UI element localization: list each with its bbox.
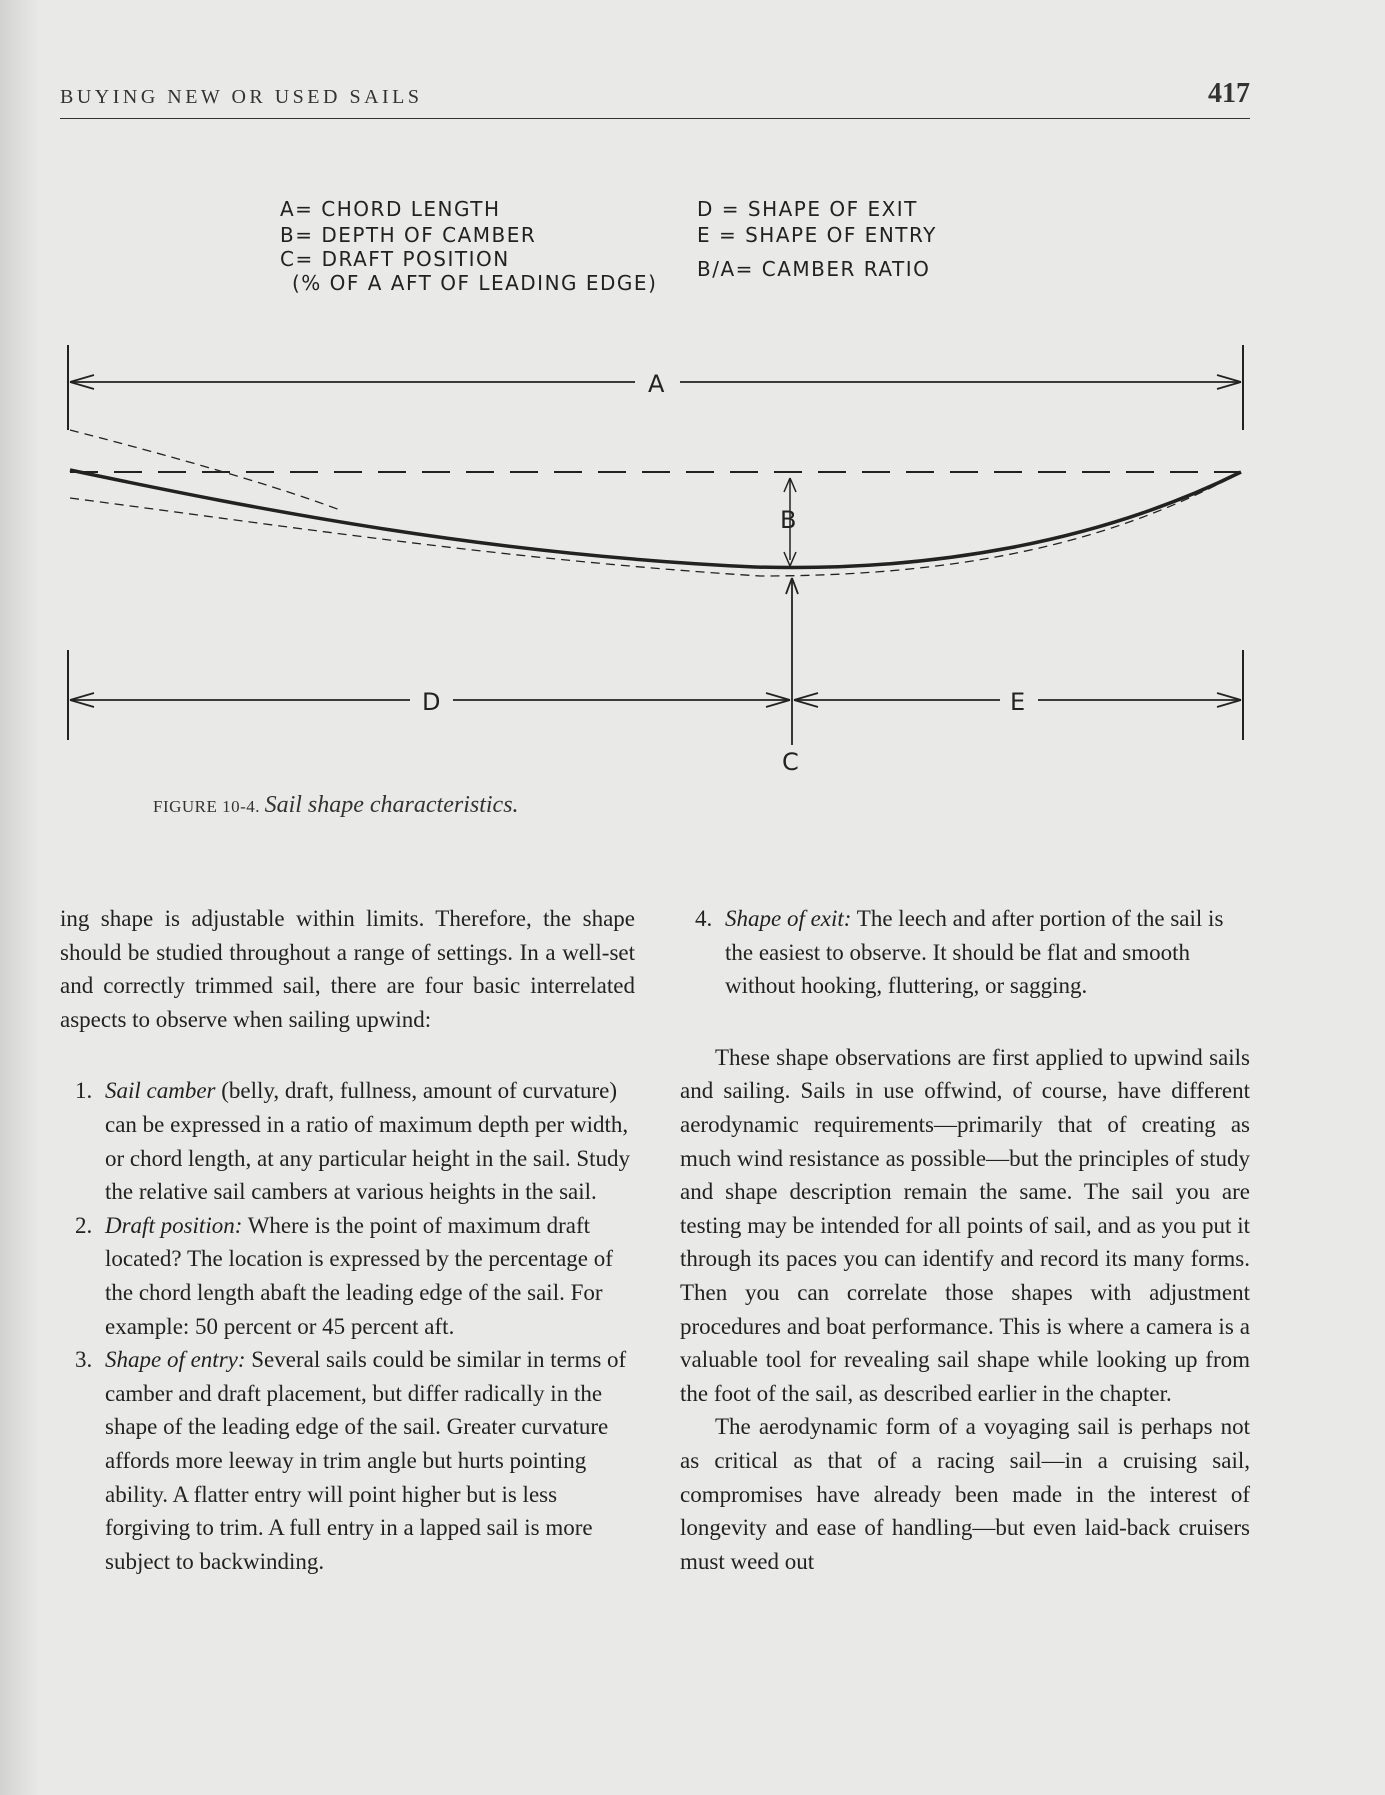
page-edge-shadow — [0, 0, 40, 1795]
label-c: C — [782, 748, 799, 776]
legend-c-note: (% OF A AFT OF LEADING EDGE) — [292, 271, 658, 295]
figure-sail-shape — [60, 180, 1260, 780]
figure-caption — [153, 792, 519, 819]
list-text: The leech and after portion of the sail is the easiest to observe. It should be flat and smooth without hooking, fluttering, or sagging. — [725, 906, 1224, 999]
right-column — [680, 902, 1250, 1578]
legend-e: E = SHAPE OF ENTRY — [697, 223, 937, 247]
intro-paragraph: ing shape is adjustable within limits. Therefore, the shape should be studied throughout a range of settings. In a well-set and correctly trimmed sail, there are four basic interrelated aspects to observe when sailing upwind: — [60, 906, 635, 1032]
list-item — [60, 1209, 635, 1343]
list-number: 4. — [695, 906, 713, 931]
body-paragraph: The aerodynamic form of a voyaging sail is perhaps not as critical as that of a racing sail—in a cruising sail, compromises have already been made in the interest of longevity and ease of handling—but even laid-back cruisers must weed out — [680, 1414, 1250, 1574]
body-paragraph: These shape observations are first applied to upwind sails and sailing. Sails in use offwind, of course, have different aerodynamic requirements—primarily that of creating as much wind resistance as possible—but the principles of study and shape description remain the same. The sail you are testing may be intended for all points of sail, and as you put it through its paces you can identify and record its many forms. Then you can correlate those shapes with adjustment procedures and boat performance. This is where a camera is a valuable tool for revealing sail shape while looking up from the foot of the sail, as described earlier in the chapter. — [680, 1044, 1250, 1406]
legend-c: C= DRAFT POSITION — [280, 247, 510, 271]
list-term: Draft position: — [105, 1212, 243, 1238]
left-column — [60, 902, 635, 1578]
legend-ratio: B/A= CAMBER RATIO — [697, 257, 931, 281]
list-number: 1. — [75, 1078, 93, 1104]
page-number: 417 — [1208, 78, 1250, 109]
list-number: 3. — [75, 1347, 93, 1373]
legend-b: B= DEPTH OF CAMBER — [280, 223, 537, 247]
list-term: Sail camber — [105, 1078, 216, 1104]
legend-a: A= CHORD LENGTH — [280, 197, 501, 221]
list-term: Shape of exit: — [725, 906, 852, 931]
caption-text: Sail shape characteristics. — [264, 792, 519, 818]
list-term: Shape of entry: — [105, 1347, 246, 1373]
list-number: 2. — [75, 1212, 93, 1238]
aspects-list — [60, 1074, 635, 1578]
label-a: A — [648, 370, 665, 398]
list-text: Where is the point of maximum draft located? The location is expressed by the percentage of the chord length abaft the leading edge of the sail. For example: 50 percent or 45 percent aft. — [105, 1212, 613, 1339]
sail-shape-diagram — [60, 180, 1260, 780]
list-item — [60, 1074, 635, 1208]
label-d: D — [422, 688, 441, 716]
running-head: BUYING NEW OR USED SAILS — [60, 86, 423, 108]
list-item — [680, 902, 1250, 1003]
caption-label: FIGURE 10-4. — [153, 797, 261, 816]
page-header — [60, 78, 1250, 119]
list-text: (belly, draft, fullness, amount of curvature) can be expressed in a ratio of maximum depth per width, or chord length, at any particular height in the sail. Study the relative sail cambers at various heights in the sail. — [105, 1078, 631, 1205]
label-b: B — [780, 506, 797, 534]
list-text: Several sails could be similar in terms of camber and draft placement, but differ radically in the shape of the leading edge of the sail. Greater curvature affords more leeway in trim angle but hurts pointing ability. A flatter entry will point higher but is less forgiving to trim. A full entry in a lapped sail is more subject to backwinding. — [105, 1347, 627, 1574]
aspects-list-continued — [680, 902, 1250, 1003]
sail-camber-curve — [70, 470, 1241, 568]
label-e: E — [1010, 688, 1026, 716]
legend-d: D = SHAPE OF EXIT — [697, 197, 918, 221]
list-item — [60, 1343, 635, 1578]
